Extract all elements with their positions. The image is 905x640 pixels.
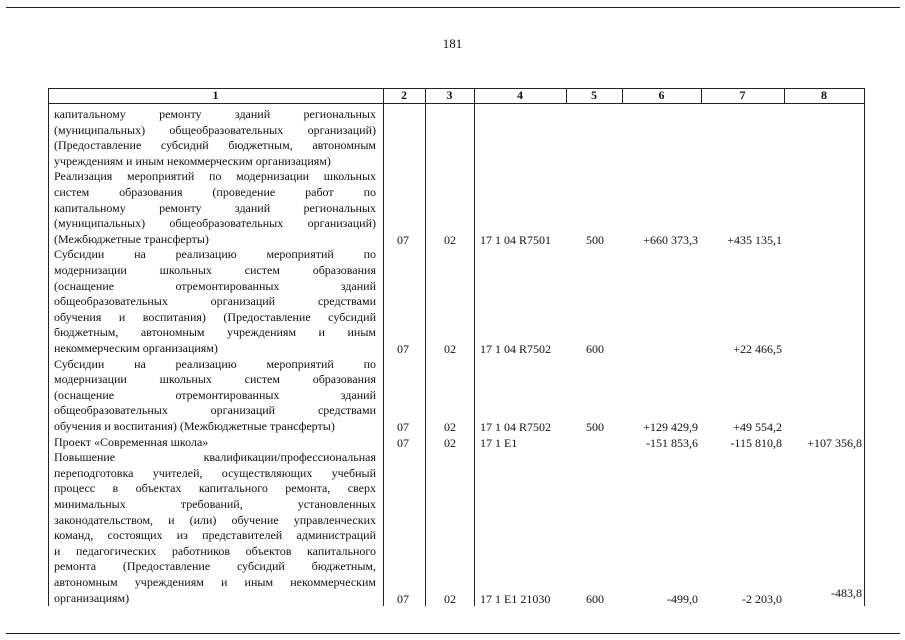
row-description-line: модернизации школьных систем образования (54, 263, 376, 277)
cell-col-3: 02 (444, 342, 456, 356)
row-description-line: систем образования (проведение работ по (54, 185, 376, 199)
row-description-line: Субсидии на реализацию мероприятий по (54, 356, 376, 371)
row-description-line: некоммерческим организациям) (54, 341, 218, 355)
row-description-line: переподготовка учителей, осуществляющих учебный (54, 465, 376, 480)
cell-col-7: +435 135,1 (727, 232, 782, 247)
top-rule (6, 7, 900, 8)
cell-col-8: +107 356,8 (807, 435, 862, 450)
cell-col-2: 07 (397, 342, 409, 356)
row-description-line: учреждениям и иным некоммерческим организациям) (54, 153, 331, 168)
row-description-line: капитальному ремонту зданий региональных (54, 200, 376, 215)
row-description-line: (оснащение отремонтированных зданий (54, 278, 376, 293)
cell-col-5: 600 (586, 342, 604, 356)
cell-col-6: -499,0 (667, 591, 698, 606)
cell-col-2: 07 (397, 420, 409, 434)
row-description-line: (муниципальных) общеобразовательных организаций) (54, 122, 376, 137)
header-bottom-border (48, 103, 864, 104)
page-number: 181 (442, 36, 463, 51)
cell-col-5: 500 (586, 232, 604, 247)
header-col-5: 5 (591, 88, 597, 102)
cell-col-2: 07 (397, 591, 409, 606)
row-description-line: автономным учреждениям и иным некоммерческим (54, 575, 376, 589)
cell-col-7: +22 466,5 (733, 342, 782, 356)
cell-col-7: +49 554,2 (733, 420, 782, 434)
cell-col-7: -115 810,8 (730, 435, 782, 450)
cell-col-3: 02 (444, 591, 456, 606)
cell-col-2: 07 (397, 232, 409, 247)
col-divider-2 (425, 88, 426, 606)
cell-col-3: 02 (444, 420, 456, 434)
row-description-line: Повышение квалификации/профессиональная (54, 450, 376, 465)
row-description-line: команд, состоящих из представителей администраций (54, 528, 376, 543)
col-divider-8 (864, 88, 865, 606)
row-description-line: минимальных требований, установленных (54, 497, 376, 511)
header-col-7: 7 (739, 88, 746, 102)
cell-col-5: 500 (586, 420, 604, 434)
row-description-line: модернизации школьных систем образования (54, 372, 376, 387)
header-col-2: 2 (401, 88, 407, 102)
header-col-4: 4 (517, 88, 523, 102)
cell-col-4: 17 1 E1 21030 (480, 591, 551, 606)
row-description-line: ремонта (Предоставление субсидий бюджетным, (54, 559, 376, 574)
header-col-3: 3 (446, 88, 453, 102)
row-description-line: (муниципальных) общеобразовательных организаций) (54, 216, 376, 231)
cell-col-4: 17 1 04 R7502 (480, 342, 552, 356)
header-col-8: 8 (821, 88, 827, 102)
cell-col-4: 17 1 04 R7502 (480, 420, 552, 434)
cell-col-5: 600 (586, 591, 604, 606)
row-description-line: Проект «Современная школа» (54, 434, 209, 449)
cell-col-8: -483,8 (831, 585, 862, 600)
bottom-rule (6, 633, 900, 634)
cell-col-3: 02 (444, 232, 456, 247)
col-divider-3 (474, 88, 475, 606)
cell-col-7: -2 203,0 (742, 591, 782, 606)
row-description-line: обучения и воспитания) (Предоставление субсидий (54, 309, 376, 324)
cell-col-2: 07 (397, 435, 409, 450)
row-description-line: (Межбюджетные трансферты) (54, 231, 209, 246)
row-description-line: Субсидии на реализацию мероприятий по (54, 247, 376, 262)
cell-col-4: 17 1 04 R7501 (480, 232, 552, 247)
header-col-6: 6 (658, 88, 665, 102)
row-description-line: и педагогических работников объектов капитального (54, 543, 376, 558)
row-description-line: процесс в объектах капитального ремонта, сверх (54, 481, 376, 496)
row-description-line: (Предоставление субсидий бюджетным, автономным (54, 138, 376, 153)
row-description-line: законодательством, и (или) обучение управленческих (54, 512, 376, 527)
row-description-line: общеобразовательных организаций средствами (54, 403, 376, 418)
col-divider-0 (48, 88, 49, 606)
row-description-line: (оснащение отремонтированных зданий (54, 387, 376, 402)
row-description-line: общеобразовательных организаций средствами (54, 294, 376, 309)
row-description-line: организациям) (54, 590, 130, 605)
row-description-line: Реализация мероприятий по модернизации школьных (54, 169, 376, 184)
cell-col-6: +660 373,3 (643, 232, 698, 247)
cell-col-4: 17 1 E1 (480, 435, 518, 450)
row-description-line: обучения и воспитания) (Межбюджетные трансферты) (54, 419, 335, 433)
header-col-1: 1 (212, 88, 219, 102)
row-description-line: капитальному ремонту зданий региональных (54, 107, 376, 121)
row-description-line: бюджетным, автономным учреждениям и иным (54, 325, 376, 340)
cell-col-3: 02 (444, 435, 456, 450)
cell-col-6: +129 429,9 (643, 420, 698, 434)
cell-col-6: -151 853,6 (646, 435, 698, 450)
